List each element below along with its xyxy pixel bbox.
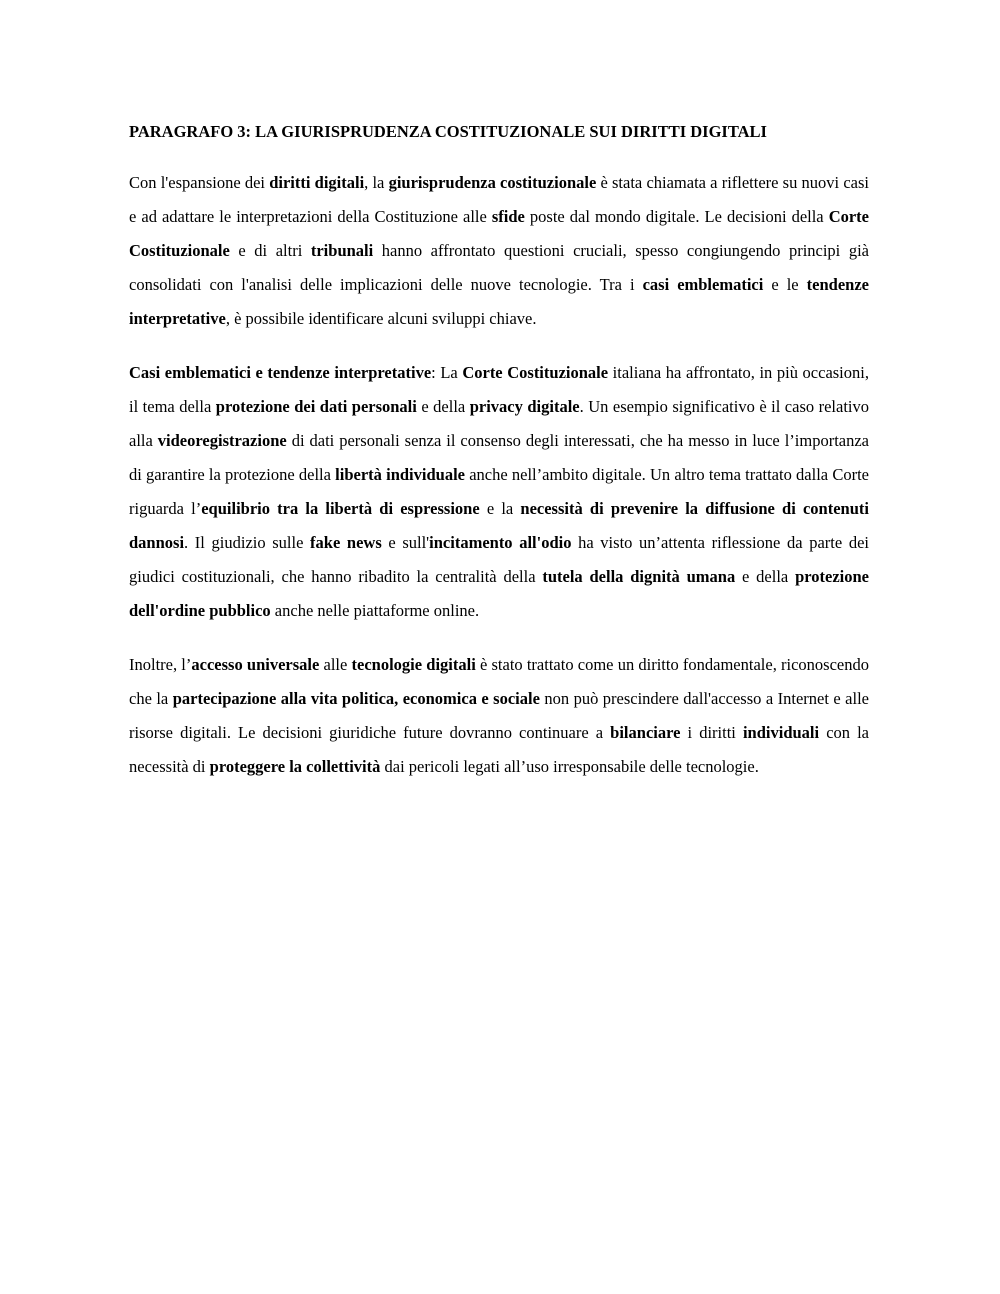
bold-text: necessità di prevenire la diffusione di contenuti dannosi xyxy=(129,499,869,552)
text-run: poste dal mondo digitale. Le decisioni della xyxy=(524,207,829,226)
bold-text: protezione dell'ordine pubblico xyxy=(129,567,870,620)
text-run: Inoltre, l’ xyxy=(129,655,192,674)
bold-text: libertà individuale xyxy=(335,465,465,484)
document-page xyxy=(129,120,869,804)
text-run: : La xyxy=(431,363,463,382)
bold-text: tendenze interpretative xyxy=(129,275,869,328)
text-run: alle xyxy=(319,655,352,674)
bold-text: tribunali xyxy=(310,241,374,260)
text-run: anche nelle piattaforme online. xyxy=(270,601,480,620)
text-run: , è possibile identificare alcuni sviluppi chiave. xyxy=(225,309,537,328)
bold-text: accesso universale xyxy=(191,655,320,674)
bold-text: Corte Costituzionale xyxy=(129,207,869,260)
text-run: e le xyxy=(763,275,807,294)
text-run: è stata chiamata a riflettere su nuovi casi e ad adattare le interpretazioni della Costituzione alle xyxy=(129,173,869,226)
bold-text: Casi emblematici e tendenze interpretative xyxy=(129,363,432,382)
paragraph xyxy=(129,648,869,784)
text-run: e sull' xyxy=(381,533,430,552)
text-run: e la xyxy=(479,499,521,518)
text-run: e della xyxy=(416,397,470,416)
text-run: Con l'espansione dei xyxy=(129,173,270,192)
bold-text: tecnologie digitali xyxy=(351,655,476,674)
text-run: , la xyxy=(364,173,389,192)
text-run: è stato trattato come un diritto fondamentale, riconoscendo che la xyxy=(129,655,869,708)
text-run: di dati personali senza il consenso degli interessati, che ha messo in luce l’importanza di garantire la protezione della xyxy=(129,431,869,484)
bold-text: bilanciare xyxy=(610,723,681,742)
text-run: hanno affrontato questioni cruciali, spesso congiungendo principi già consolidati con l'analisi delle implicazioni delle nuove tecnologie. Tra i xyxy=(129,241,869,294)
bold-text: individuali xyxy=(742,723,820,742)
bold-text: proteggere la collettività xyxy=(209,757,381,776)
text-run: e della xyxy=(735,567,796,586)
bold-text: partecipazione alla vita politica, economica e sociale xyxy=(172,689,540,708)
bold-text: equilibrio tra la libertà di espressione xyxy=(201,499,480,518)
text-run: . Il giudizio sulle xyxy=(184,533,311,552)
text-run: italiana ha affrontato, in più occasioni, il tema della xyxy=(129,363,869,416)
text-run: dai pericoli legati all’uso irresponsabile delle tecnologie. xyxy=(380,757,759,776)
paragraph xyxy=(129,166,869,336)
text-run: i diritti xyxy=(680,723,743,742)
bold-text: videoregistrazione xyxy=(157,431,287,450)
bold-text: Corte Costituzionale xyxy=(462,363,609,382)
bold-text: diritti digitali xyxy=(269,173,365,192)
bold-text: sfide xyxy=(491,207,525,226)
text-run: anche nell’ambito digitale. Un altro tema trattato dalla Corte riguarda l’ xyxy=(129,465,869,518)
text-run: ha visto un’attenta riflessione da parte dei giudici costituzionali, che hanno ribadito la centralità della xyxy=(129,533,869,586)
text-run: . Un esempio significativo è il caso relativo alla xyxy=(129,397,870,450)
section-heading: PARAGRAFO 3: LA GIURISPRUDENZA COSTITUZIONALE SUI DIRITTI DIGITALI xyxy=(129,122,767,141)
paragraph xyxy=(129,356,869,628)
bold-text: casi emblematici xyxy=(642,275,764,294)
text-run: con la necessità di xyxy=(129,723,870,776)
bold-text: giurisprudenza costituzionale xyxy=(388,173,597,192)
bold-text: fake news xyxy=(310,533,382,552)
text-run: non può prescindere dall'accesso a Internet e alle risorse digitali. Le decisioni giuridiche future dovranno continuare a xyxy=(129,689,869,742)
bold-text: privacy digitale xyxy=(469,397,580,416)
bold-text: tutela della dignità umana xyxy=(542,567,736,586)
bold-text: incitamento all'odio xyxy=(429,533,572,552)
bold-text: protezione dei dati personali xyxy=(215,397,417,416)
body-text xyxy=(129,166,869,784)
text-run: e di altri xyxy=(229,241,311,260)
